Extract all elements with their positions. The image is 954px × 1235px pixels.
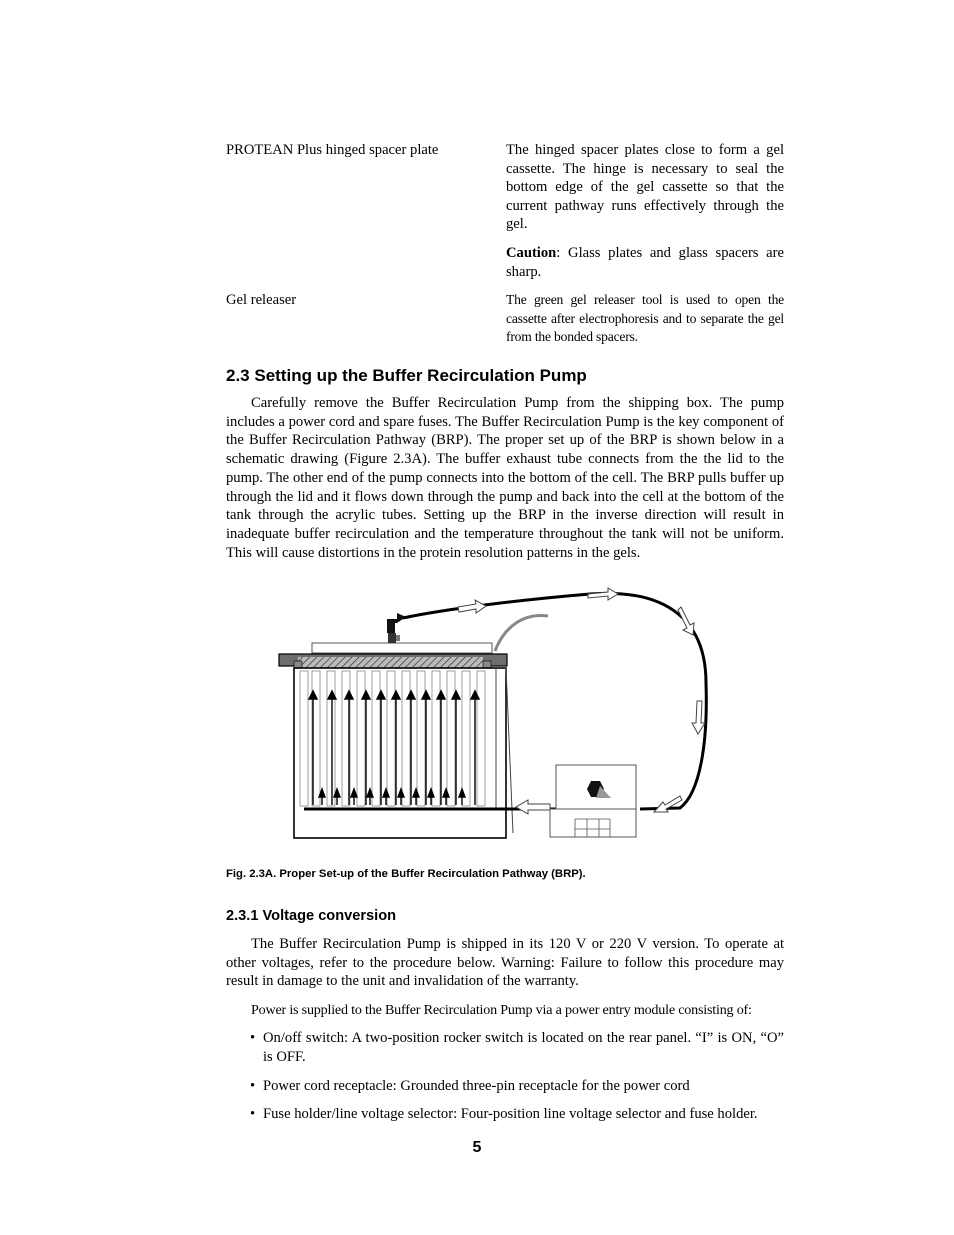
section-paragraph: Carefully remove the Buffer Recirculation Pump from the shipping box. The pump includes a power cord and spare fuses. The Buffer Recirculation Pump is the key component of the Buffer Recirculation Pathway (BRP). The proper set up of the BRP is shown below in a schematic drawing (Figure 2.3A). The buffer exhaust tube connects from the the lid to the pump. The other end of the pump connects into the bottom of the cell. The BRP pulls buffer up through the lid and it flows down through the pump and back into the cell at the bottom of the tank through the acrylic tubes. Setting up the BRP in the inverse direction will result in inadequate buffer recirculation and the temperature throughout the tank will not be uniform. This will cause distortions in the protein resolution patterns in the gels.: [226, 395, 784, 561]
list-item: [250, 1029, 784, 1066]
definition-term-hinged-spacer-plate: PROTEAN Plus hinged spacer plate: [226, 142, 439, 158]
exhaust-fitting: [387, 613, 406, 633]
subsection-paragraph-2: Power is supplied to the Buffer Recirculation Pump via a power entry module consisting of:: [251, 1002, 752, 1018]
caution-note: [506, 244, 784, 281]
lid-upper-block: [312, 643, 492, 653]
brp-schematic: [270, 583, 720, 845]
figure-caption: Fig. 2.3A. Proper Set-up of the Buffer Recirculation Pathway (BRP).: [226, 868, 586, 880]
list-item: [250, 1105, 784, 1124]
section-heading: 2.3 Setting up the Buffer Recirculation Pump: [226, 366, 587, 385]
definition-term-gel-releaser: Gel releaser: [226, 292, 297, 308]
return-tube: [495, 616, 548, 651]
bullet-marker: •: [250, 1078, 256, 1094]
caution-text: : Glass plates and glass spacers are sharp.: [506, 245, 784, 280]
definition-description-hinged-spacer-plate: The hinged spacer plates close to form a gel cassette. The hinge is necessary to seal the bottom edge of the gel cassette so that the current pathway runs effectively through the gel.: [506, 142, 784, 233]
list-item-text: On/off switch: A two-position rocker switch is located on the rear panel. “I” is ON, “O” is OFF.: [263, 1030, 784, 1065]
caution-label: Caution: [506, 245, 557, 261]
subsection-heading: 2.3.1 Voltage conversion: [226, 908, 397, 924]
list-item: [250, 1077, 784, 1096]
page-number: 5: [472, 1139, 482, 1156]
bullet-marker: •: [250, 1106, 256, 1122]
bullet-marker: •: [250, 1030, 256, 1046]
list-item-text: Power cord receptacle: Grounded three-pin receptacle for the power cord: [263, 1078, 690, 1094]
definition-description-gel-releaser: The green gel releaser tool is used to open the cassette after electrophoresis and to separate the gel from the bonded spacers.: [506, 292, 784, 345]
pump-base: [550, 809, 636, 837]
brp-figure: [270, 583, 720, 845]
subsection-paragraph-1: The Buffer Recirculation Pump is shipped in its 120 V or 220 V version. To operate at other voltages, refer to the procedure below. Warning: Failure to follow this procedure may result in damage to the unit and invalidation of the warranty.: [226, 936, 784, 990]
list-item-text: Fuse holder/line voltage selector: Four-position line voltage selector and fuse holder.: [263, 1106, 758, 1122]
